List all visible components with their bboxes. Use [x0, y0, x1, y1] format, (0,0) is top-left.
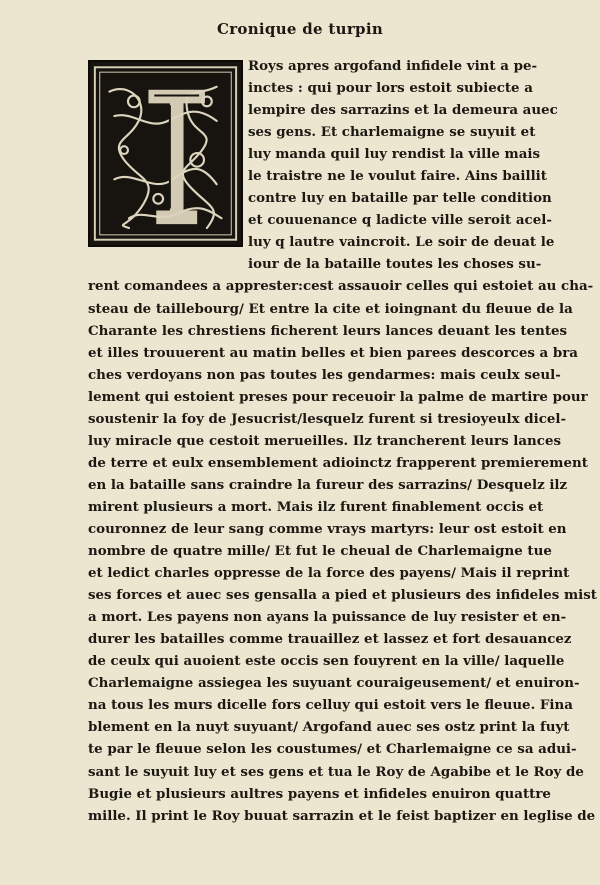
- text-line: nombre de quatre mille/ Et fut le cheual de Charlemaigne tue: [88, 543, 552, 560]
- text-line: lempire des sarrazins et la demeura auec: [248, 102, 558, 119]
- text-line: Roys apres argofand infidele vint a pe-: [248, 58, 538, 74]
- text-line: ches verdoyans non pas toutes les gendarmes: mais ceulx seul-: [88, 366, 561, 383]
- text-line: a mort. Les payens non ayans la puissance de luy resister et en-: [88, 609, 567, 626]
- text-line: mille. Il print le Roy buuat sarrazin et le feist baptizer en leglise de: [88, 807, 596, 824]
- text-line: lement qui estoient preses pour receuoir la palme de martire pour: [88, 388, 588, 405]
- text-line: Charlemaigne assiegea les suyuant couraigeusement/ et enuiron-: [88, 675, 580, 692]
- text-line: luy q lautre vaincroit. Le soir de deuat le: [248, 234, 555, 251]
- text-line: de ceulx qui auoient este occis sen fouyrent en la ville/ laquelle: [88, 653, 565, 670]
- text-line: de terre et eulx ensemblement adioinctz frapperent premierement: [88, 454, 588, 471]
- text-line: ses forces et auec ses gensalla a pied et plusieurs des infideles mist: [88, 587, 597, 604]
- running-header: Cronique de turpin: [216, 20, 384, 38]
- text-line: Bugie et plusieurs aultres payens et infideles enuiron quattre: [88, 785, 551, 802]
- text-line: luy miracle que cestoit merueilles. Ilz trancherent leurs lances: [88, 432, 562, 449]
- text-line: couronnez de leur sang comme vrays martyrs: leur ost estoit en: [88, 520, 567, 537]
- text-line: et couuenance q ladicte ville seroit acel-: [248, 212, 552, 229]
- text-line: le traistre ne le voulut faire. Ains baillit: [248, 168, 547, 185]
- text-line: et illes trouuerent au matin belles et bien parees descorces a bra: [88, 344, 578, 361]
- text-line: en la bataille sans craindre la fureur des sarrazins/ Desquelz ilz: [88, 476, 568, 493]
- text-line: mirent plusieurs a mort. Mais ilz furent finablement occis et: [88, 498, 544, 515]
- text-line: sant le suyuit luy et ses gens et tua le Roy de Agabibe et le Roy de: [88, 763, 584, 780]
- text-line: steau de taillebourg/ Et entre la cite et ioingnant du fleuue de la: [88, 300, 573, 317]
- text-line: et ledict charles oppresse de la force des payens/ Mais il reprint: [88, 565, 570, 582]
- text-line: te par le fleuue selon les coustumes/ et Charlemaigne ce sa adui-: [88, 741, 577, 758]
- text-line: soustenir la foy de Jesucrist/lesquelz furent si tresioyeulx dicel-: [88, 410, 567, 427]
- text-line: inctes : qui pour lors estoit subiecte a: [248, 80, 533, 97]
- text-line: Charante les chrestiens ficherent leurs lances deuant les tentes: [88, 322, 568, 339]
- text-line: na tous les murs dicelle fors celluy qui estoit vers le fleuue. Fina: [88, 697, 573, 714]
- body-text: [88, 55, 597, 827]
- text-line: durer les batailles comme trauaillez et lassez et fort desauancez: [88, 631, 572, 648]
- text-line: ses gens. Et charlemaigne se suyuit et: [248, 124, 536, 141]
- text-line: luy manda quil luy rendist la ville mais: [248, 146, 541, 163]
- text-line: iour de la bataille toutes les choses su-: [248, 256, 542, 273]
- text-line: blement en la nuyt suyuant/ Argofand auec ses ostz print la fuyt: [88, 719, 570, 736]
- text-line: rent comandees a apprester:cest assauoir celles qui estoiet au cha-: [88, 278, 594, 295]
- text-line: contre luy en bataille par telle condition: [248, 190, 552, 207]
